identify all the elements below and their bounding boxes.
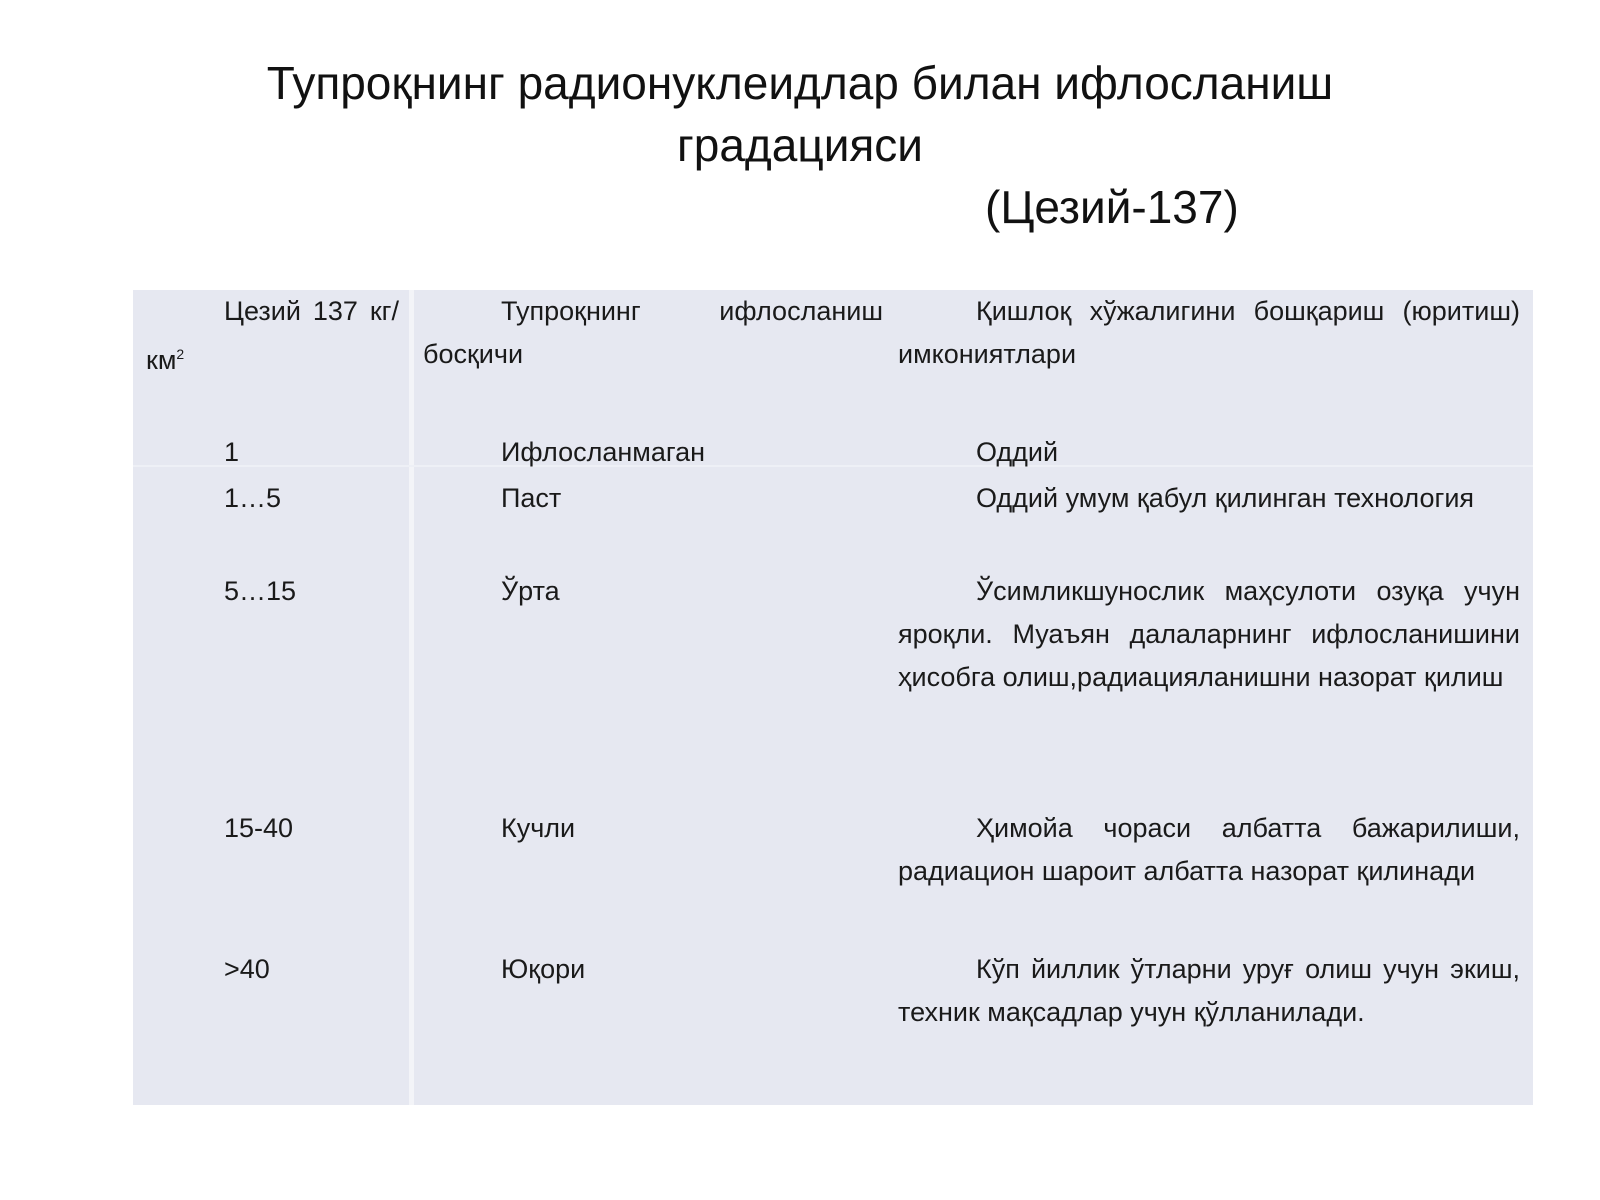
row-1-management: Оддий [976, 437, 1059, 467]
title-line-2: градацияси [676, 119, 923, 171]
row-2-stage: Паст [501, 483, 562, 513]
slide-title [0, 52, 1600, 238]
header-cesium [146, 290, 399, 382]
header-management: Қишлоқ хўжалигини бошқариш (юритиш) имкониятлари [898, 296, 1520, 369]
row-4-stage: Кучли [501, 813, 576, 843]
title-line-3: (Цезий-137) [985, 181, 1239, 233]
row-5-level: >40 [224, 954, 270, 984]
row-3-level: 5…15 [224, 576, 297, 606]
row-3-management: Ўсимликшунослик маҳсулоти озуқа учун яроқли. Муаъян далаларнинг ифлосланишини ҳисобга олиш,радиацияланишни назорат қилиш [898, 576, 1520, 692]
row-2-level: 1…5 [224, 483, 282, 513]
row-5-stage: Юқори [501, 954, 586, 984]
header-stage: Тупроқнинг ифлосланиш босқичи [423, 296, 883, 369]
contamination-table [133, 290, 1533, 1105]
header-cesium-label: Цезий 137 кг/км [146, 296, 399, 375]
row-4-management: Ҳимойа чораси албатта бажарилиши, радиацион шароит албатта назорат қилинади [898, 813, 1520, 886]
row-5-management: Кўп йиллик ўтларни уруғ олиш учун экиш, техник мақсадлар учун қўлланилади. [898, 954, 1520, 1027]
row-2-management: Оддий умум қабул қилинган технология [976, 483, 1475, 513]
header-cesium-sup: 2 [176, 346, 185, 362]
row-4-level: 15-40 [224, 813, 294, 843]
row-1-level: 1 [224, 437, 240, 467]
title-line-1: Тупроқнинг радионуклеидлар билан ифлосланиш [266, 57, 1334, 109]
row-3-stage: Ўрта [501, 576, 560, 606]
row-1-stage: Ифлосланмаган [501, 437, 706, 467]
